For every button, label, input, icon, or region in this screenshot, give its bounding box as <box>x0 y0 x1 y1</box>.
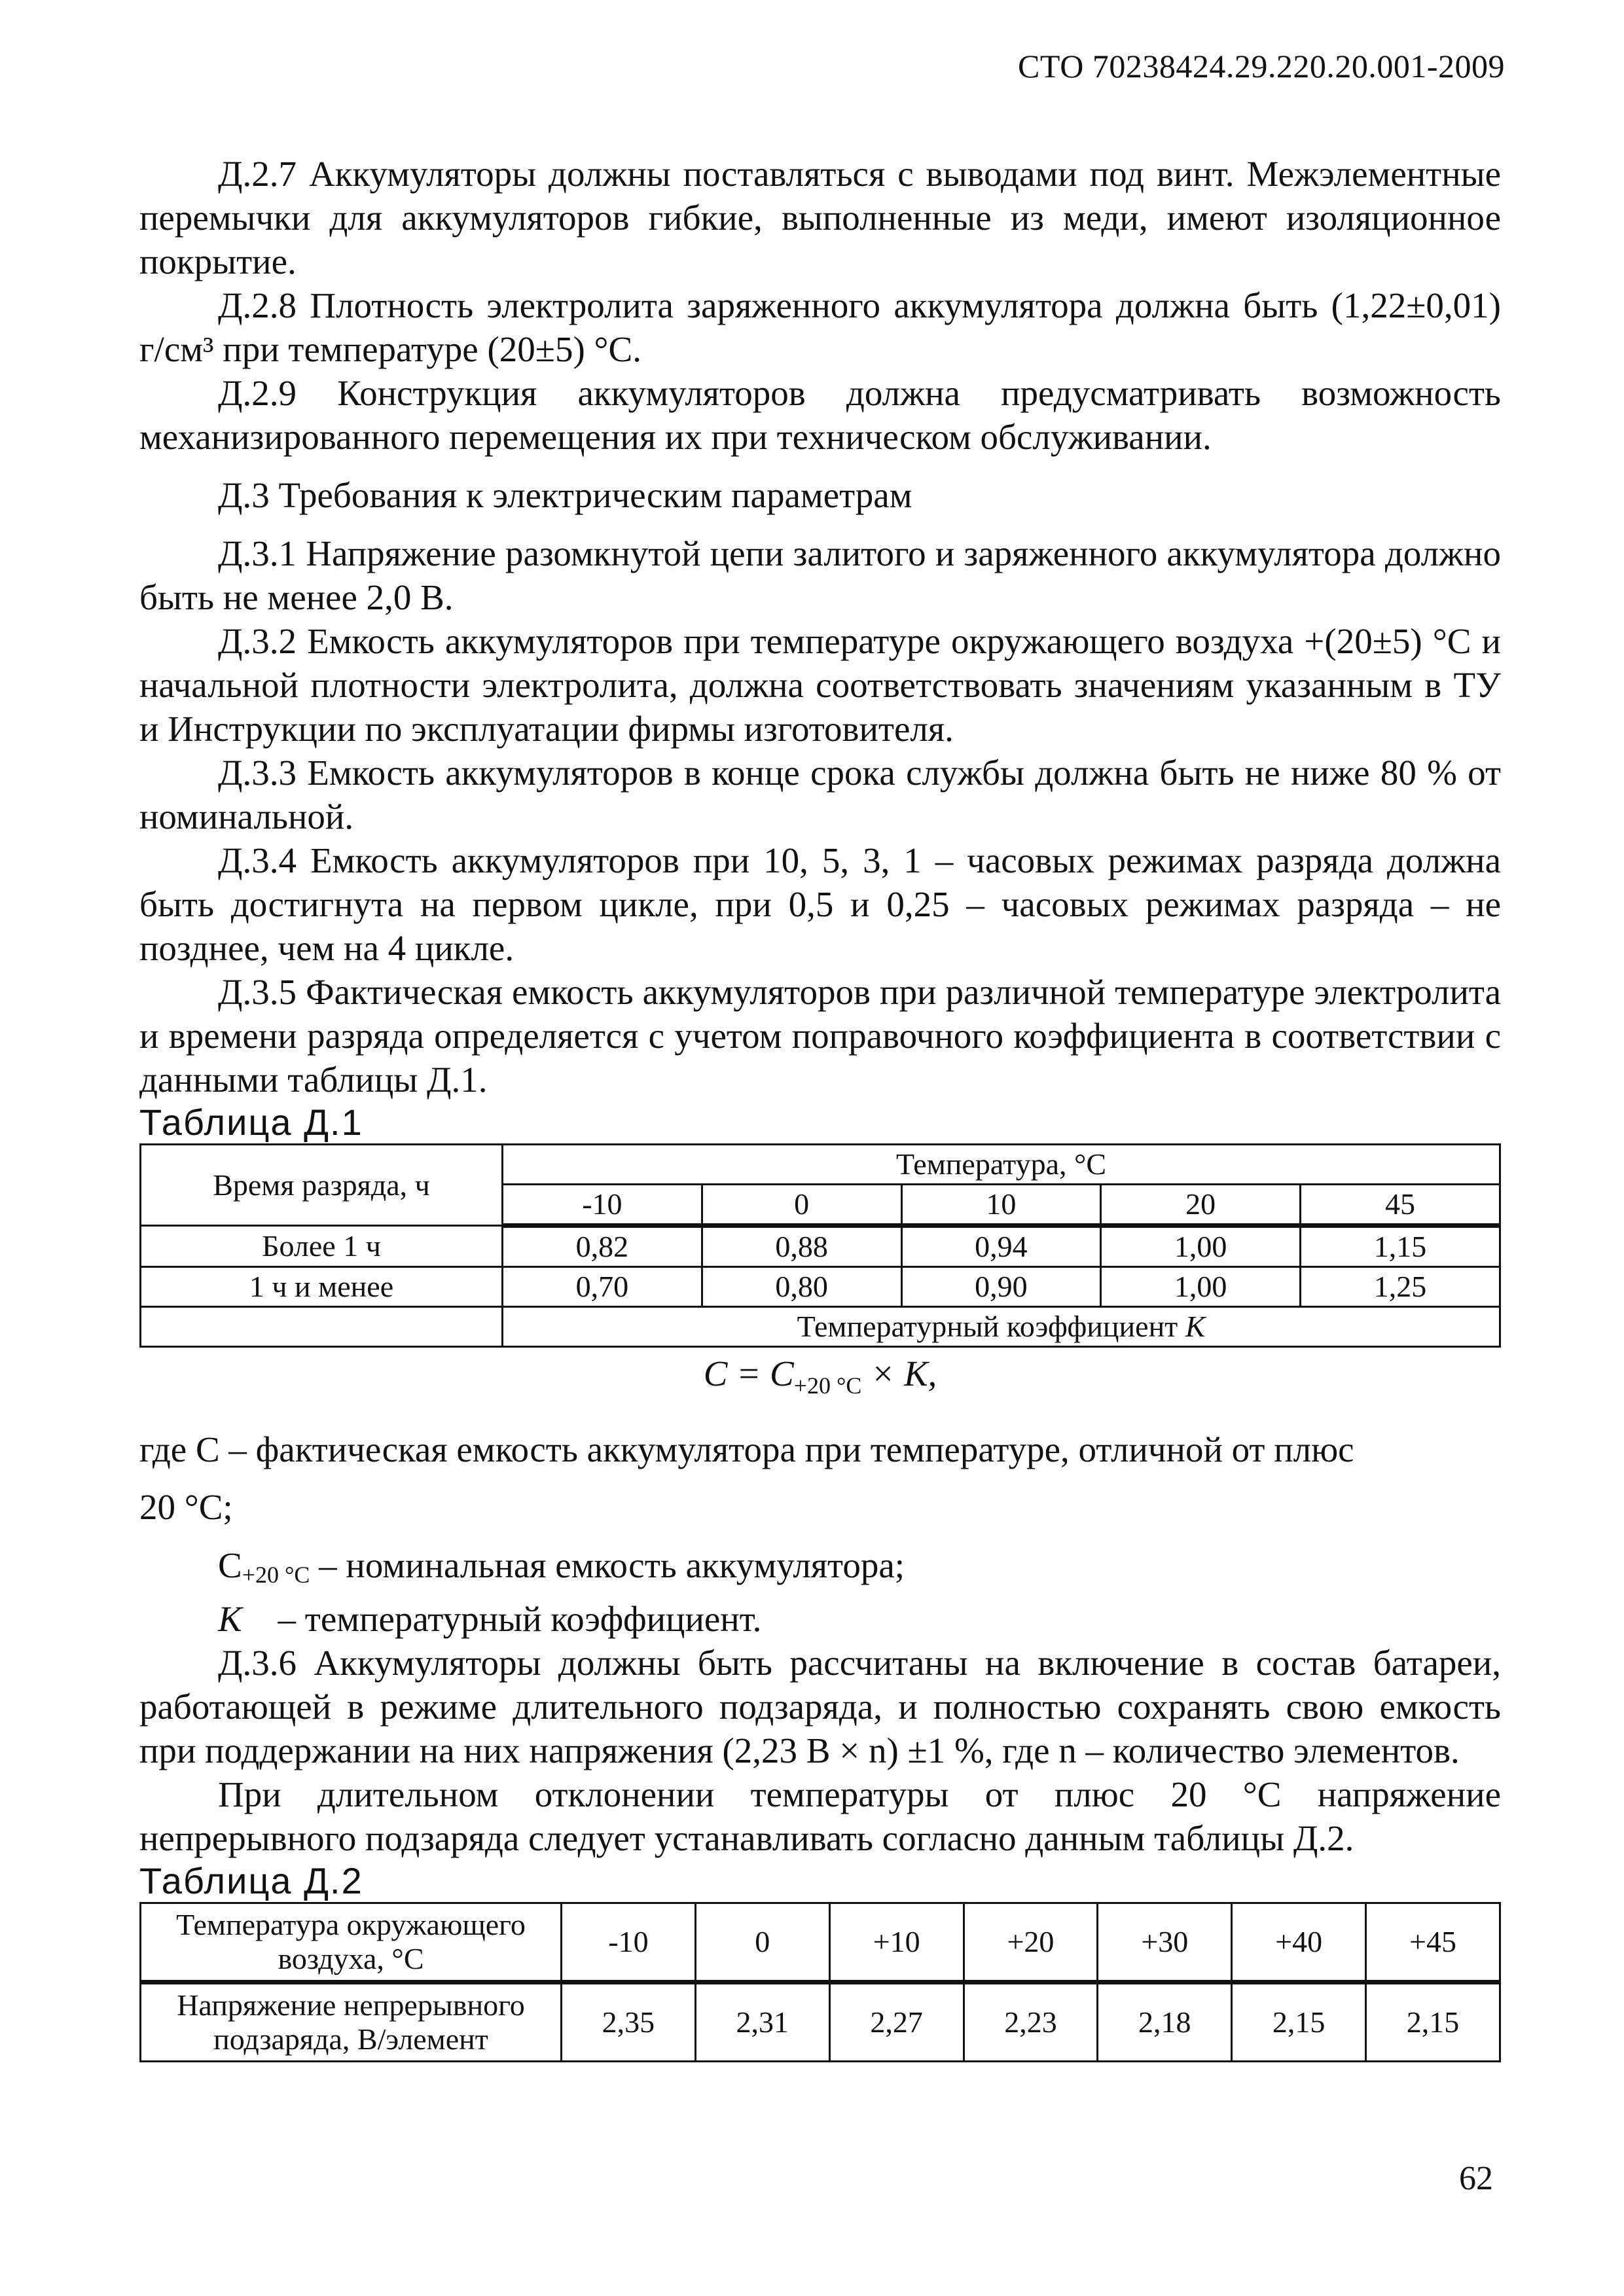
table-d1-temp-cell: -10 <box>503 1185 702 1226</box>
table-row <box>141 1982 1500 2062</box>
table-d1-temp-cell: 0 <box>702 1185 901 1226</box>
table-d2-temp-cell: +20 <box>964 1903 1098 1982</box>
table-d1-footer-symbol: К <box>1185 1310 1206 1343</box>
paragraph-d-2-9: Д.2.9 Конструкция аккумуляторов должна предусматривать возможность механизированного перемещения их при техническом обслуживании. <box>139 373 1501 457</box>
where-c-definition: где С – фактическая емкость аккумулятора при температуре, отличной от плюс <box>139 1429 1354 1469</box>
page-number: 62 <box>1459 2160 1493 2197</box>
table-d1-cell: 1,00 <box>1101 1267 1301 1307</box>
table-d2-voltage-cell: 2,23 <box>964 1982 1098 2062</box>
table-d1-row-header: Время разряда, ч <box>141 1145 503 1226</box>
table-d1-row-label: 1 ч и менее <box>141 1267 503 1307</box>
table-d1-cell: 1,25 <box>1301 1267 1500 1307</box>
table-d1-temperature-header: Температура, °С <box>503 1145 1500 1185</box>
table-d1-cell: 0,88 <box>702 1226 901 1267</box>
capacity-formula <box>139 1350 1501 1409</box>
c20-description: – номинальная емкость аккумулятора; <box>310 1545 905 1585</box>
paragraph-d-2-7: Д.2.7 Аккумуляторы должны поставляться с выводами под винт. Межэлементные перемычки для аккумуляторов гибкие, выполненные из меди, имеют изоляционное покрытие. <box>139 154 1501 281</box>
where-c-definition-cont: 20 °С; <box>139 1487 233 1527</box>
table-d1-temp-cell: 45 <box>1301 1185 1500 1226</box>
table-d1-temp-cell: 10 <box>901 1185 1101 1226</box>
table-d1 <box>139 1143 1501 1348</box>
section-heading-d-3: Д.3 Требования к электрическим параметрам <box>218 475 912 515</box>
where-c20-definition <box>139 1543 1501 1597</box>
table-d2-voltage-cell: 2,35 <box>562 1982 696 2062</box>
formula-lhs: С = С <box>703 1354 794 1393</box>
table-d2-temp-cell: +30 <box>1098 1903 1232 1982</box>
table-d2-temp-cell: +45 <box>1366 1903 1500 1982</box>
table-row <box>141 1267 1500 1307</box>
paragraph-d-3-3: Д.3.3 Емкость аккумуляторов в конце срока службы должна быть не ниже 80 % от номинальной. <box>139 753 1501 836</box>
table-row <box>141 1226 1500 1267</box>
c20-subscript: +20 °С <box>242 1562 310 1588</box>
table-d1-cell: 0,70 <box>503 1267 702 1307</box>
table-d2-temp-cell: 0 <box>695 1903 829 1982</box>
table-d2-voltage-label: Напряжение непрерывного подзаряда, В/элемент <box>141 1982 562 2062</box>
table-d2-voltage-cell: 2,18 <box>1098 1982 1232 2062</box>
table-d2-temp-cell: -10 <box>562 1903 696 1982</box>
table-d1-empty-cell <box>141 1307 503 1347</box>
c20-symbol: С <box>218 1545 242 1585</box>
table-d2-voltage-cell: 2,31 <box>695 1982 829 2062</box>
table-d2 <box>139 1902 1501 2062</box>
paragraph-d-3-5: Д.3.5 Фактическая емкость аккумуляторов при различной температуре электролита и времени разряда определяется с учетом поправочного коэффициента в соответствии с данными таблицы Д.1. <box>139 972 1501 1100</box>
where-k-definition <box>139 1597 1501 1641</box>
k-symbol: К <box>218 1599 242 1639</box>
k-description: – температурный коэффициент. <box>242 1599 762 1639</box>
table-d2-voltage-cell: 2,15 <box>1366 1982 1500 2062</box>
table-d1-cell: 0,82 <box>503 1226 702 1267</box>
table-d1-cell: 0,80 <box>702 1267 901 1307</box>
table-d2-caption: Таблица Д.2 <box>139 1860 363 1901</box>
table-d1-cell: 1,15 <box>1301 1226 1500 1267</box>
paragraph-d-3-6: Д.3.6 Аккумуляторы должны быть рассчитаны на включение в состав батареи, работающей в режиме длительного подзаряда, и полностью сохранять свою емкость при поддержании на них напряжения (2,23 В × n) ±1 %, где n – количество элементов. <box>139 1643 1501 1770</box>
paragraph-d-2-8: Д.2.8 Плотность электролита заряженного аккумулятора должна быть (1,22±0,01) г/см³ при температуре (20±5) °С. <box>139 285 1501 369</box>
formula-rhs: × К, <box>861 1354 937 1393</box>
table-d1-temp-cell: 20 <box>1101 1185 1301 1226</box>
table-d1-caption: Таблица Д.1 <box>139 1102 363 1143</box>
page-body <box>139 152 1501 2062</box>
paragraph-d-3-1: Д.3.1 Напряжение разомкнутой цепи залитого и заряженного аккумулятора должно быть не менее 2,0 В. <box>139 533 1501 617</box>
table-d1-cell: 1,00 <box>1101 1226 1301 1267</box>
table-d1-cell: 0,94 <box>901 1226 1101 1267</box>
paragraph-float-charge: При длительном отклонении температуры от плюс 20 °С напряжение непрерывного подзаряда следует устанавливать согласно данным таблицы Д.2. <box>139 1774 1501 1858</box>
document-code: СТО 70238424.29.220.20.001-2009 <box>1018 48 1505 84</box>
table-d1-cell: 0,90 <box>901 1267 1101 1307</box>
paragraph-d-3-4: Д.3.4 Емкость аккумуляторов при 10, 5, 3, 1 – часовых режимах разряда должна быть достигнута на первом цикле, при 0,5 и 0,25 – часовых режимах разряда – не позднее, чем на 4 цикле. <box>139 840 1501 968</box>
table-d1-row-label: Более 1 ч <box>141 1226 503 1267</box>
table-d1-footer-label: Температурный коэффициент <box>797 1310 1178 1343</box>
table-d2-temperature-label: Температура окружающего воздуха, °С <box>141 1903 562 1982</box>
formula-subscript: +20 °С <box>793 1372 862 1399</box>
table-d2-temp-cell: +10 <box>829 1903 964 1982</box>
table-d2-voltage-cell: 2,27 <box>829 1982 964 2062</box>
table-d2-voltage-cell: 2,15 <box>1232 1982 1366 2062</box>
paragraph-d-3-2: Д.3.2 Емкость аккумуляторов при температуре окружающего воздуха +(20±5) °С и начальной плотности электролита, должна соответствовать значениям указанным в ТУ и Инструкции по эксплуатации фирмы изготовителя. <box>139 621 1501 749</box>
table-d2-temp-cell: +40 <box>1232 1903 1366 1982</box>
table-d1-footer <box>503 1307 1500 1347</box>
